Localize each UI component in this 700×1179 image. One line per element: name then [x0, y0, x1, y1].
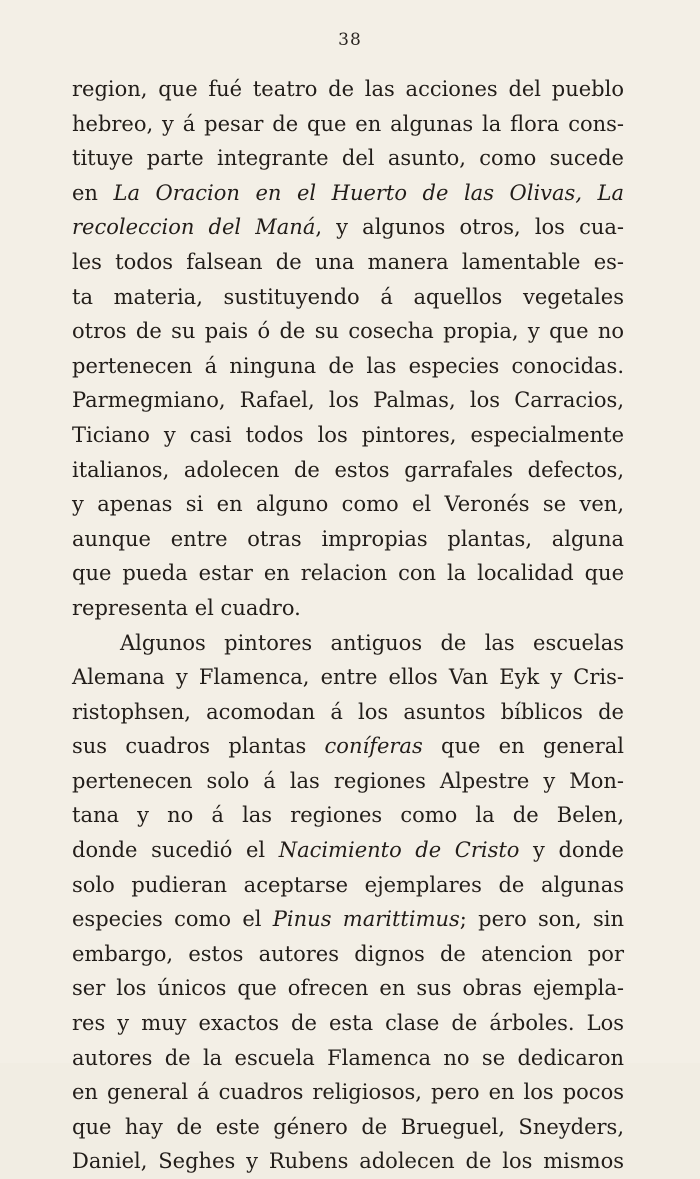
text-segment: donde sucedió el	[72, 838, 279, 863]
text-line	[72, 1075, 624, 1110]
italic-text: Pinus marittimus	[272, 907, 460, 932]
text-segment: ta materia, sustituyendo á aquellos vegetales	[72, 284, 624, 309]
text-line	[72, 764, 624, 799]
text-segment: embargo, estos autores dignos de atencion por	[72, 941, 624, 966]
text-segment: Alemana y Flamenca, entre ellos Van Eyk y Cris-	[72, 665, 624, 690]
text-segment: Algunos pintores antiguos de las escuelas	[120, 630, 624, 655]
text-line	[72, 487, 624, 522]
text-segment: otros de su pais ó de su cosecha propia, y que no	[72, 319, 624, 344]
text-segment: ; pero son, sin	[459, 907, 624, 932]
text-line	[72, 522, 624, 557]
text-segment: especies como el	[72, 907, 273, 932]
text-line	[72, 107, 624, 142]
text-line	[72, 695, 624, 730]
text-line	[72, 314, 624, 349]
text-segment: pertenecen solo á las regiones Alpestre y Mon-	[72, 768, 624, 793]
text-segment: y apenas si en alguno como el Veronés se ven,	[72, 492, 624, 517]
italic-text: coníferas	[324, 734, 423, 759]
text-line	[72, 833, 624, 868]
body-text	[72, 72, 624, 1179]
text-line	[72, 1041, 624, 1076]
text-segment: aunque entre otras impropias plantas, alguna	[72, 526, 624, 551]
text-line	[72, 383, 624, 418]
text-line	[72, 626, 624, 661]
text-segment: hebreo, y á pesar de que en algunas la flora cons-	[72, 111, 624, 136]
text-line	[72, 556, 624, 591]
text-segment: autores de la escuela Flamenca no se dedicaron	[72, 1045, 624, 1070]
text-segment: , y algunos otros, los cua-	[315, 215, 624, 240]
text-line	[72, 1144, 624, 1179]
text-line	[72, 1006, 624, 1041]
text-line	[72, 798, 624, 833]
text-line	[72, 349, 624, 384]
text-segment: region, que fué teatro de las acciones del pueblo	[72, 77, 624, 101]
text-segment: que en general	[422, 734, 624, 759]
text-segment: que hay de este género de Brueguel, Sneyders,	[72, 1114, 624, 1139]
text-segment: ristophsen, acomodan á los asuntos bíblicos de	[72, 699, 624, 724]
text-line	[72, 868, 624, 903]
text-line	[72, 660, 624, 695]
text-segment: que pueda estar en relacion con la localidad que	[72, 561, 624, 586]
text-line	[72, 418, 624, 453]
text-segment: Daniel, Seghes y Rubens adolecen de los mismos	[72, 1149, 624, 1174]
text-segment: les todos falsean de una manera lamentable es-	[72, 249, 624, 274]
italic-text: Nacimiento de Cristo	[278, 838, 520, 863]
italic-text: recoleccion del Maná	[72, 215, 316, 240]
italic-text: La Oracion en el Huerto de las Olivas, La	[113, 180, 624, 205]
text-line	[72, 729, 624, 764]
text-segment: pertenecen á ninguna de las especies conocidas.	[72, 353, 624, 378]
text-segment: sus cuadros plantas	[72, 734, 325, 759]
text-segment: tana y no á las regiones como la de Belen,	[72, 803, 624, 828]
text-segment: ser los únicos que ofrecen en sus obras ejempla-	[72, 976, 624, 1001]
text-line	[72, 902, 624, 937]
text-segment: en general á cuadros religiosos, pero en los pocos	[72, 1080, 624, 1105]
text-segment: italianos, adolecen de estos garrafales defectos,	[72, 457, 624, 482]
text-segment: tituye parte integrante del asunto, como sucede	[72, 146, 624, 171]
text-segment: en	[72, 180, 114, 205]
text-line	[72, 176, 624, 211]
text-line	[72, 245, 624, 280]
text-segment: Parmegmiano, Rafael, los Palmas, los Carracios,	[72, 388, 624, 413]
text-line	[72, 210, 624, 245]
text-segment: Ticiano y casi todos los pintores, especialmente	[72, 422, 624, 447]
text-line	[72, 453, 624, 488]
text-line	[72, 591, 624, 626]
text-line	[72, 971, 624, 1006]
page-number: 38	[338, 30, 362, 50]
text-line	[72, 1110, 624, 1145]
text-line	[72, 72, 624, 107]
text-line	[72, 141, 624, 176]
text-line	[72, 280, 624, 315]
text-segment: res y muy exactos de esta clase de árboles. Los	[72, 1011, 624, 1036]
text-line	[72, 937, 624, 972]
text-segment: y donde	[519, 838, 624, 863]
text-segment: solo pudieran aceptarse ejemplares de algunas	[72, 872, 624, 897]
text-segment: representa el cuadro.	[72, 595, 301, 620]
